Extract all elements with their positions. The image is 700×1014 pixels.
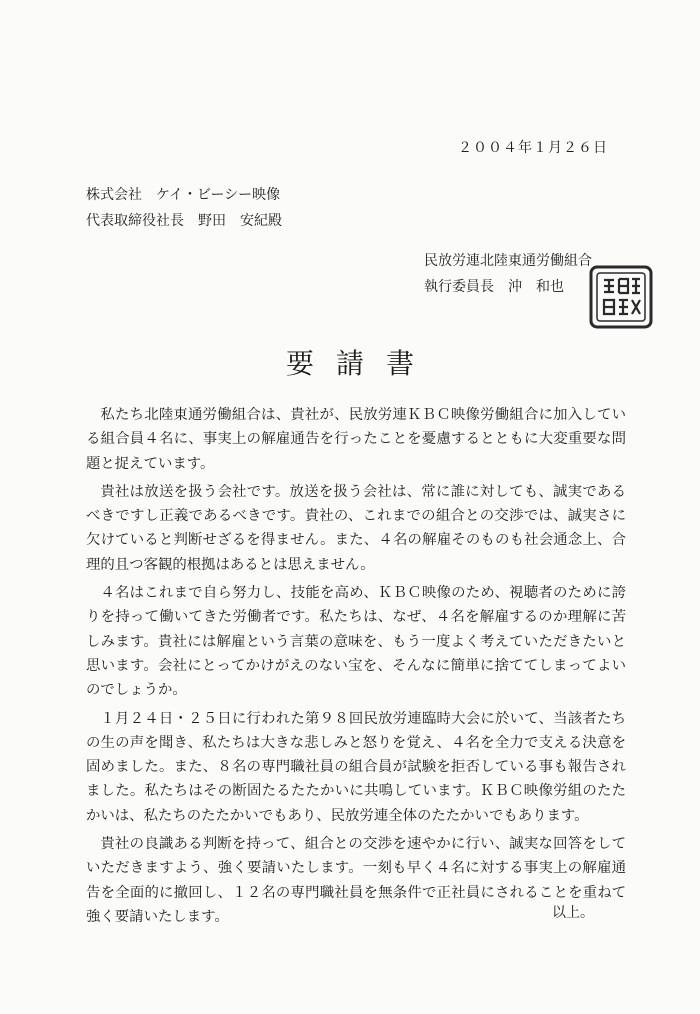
sender-union: 民放労連北陸東通労働組合	[424, 253, 592, 269]
closing-mark: 以上。	[552, 905, 594, 921]
recipient-company: 株式会社 ケイ・ビーシー映像	[86, 187, 281, 203]
paragraph: ４名はこれまで自ら努力し、技能を高め、ＫＢＣ映像のため、視聴者のために誇りを持って働いてきた労働者です。私たちは、なぜ、４名を解雇するのか理解に苦しみます。貴社には解雇という言葉の意味を、もう一度よく考えていただきたいと思います。会社にとってかけがえのない宝を、そんなに簡単に捨ててしまってよいのでしょうか。	[86, 585, 626, 699]
recipient-block	[86, 182, 282, 234]
recipient-name: 代表取締役社長 野田 安紀殿	[86, 213, 282, 229]
paragraph: 貴社は放送を扱う会社です。放送を扱う会社は、常に誰に対しても、誠実であるべきですし正義であるべきです。貴社の、これまでの組合との交渉では、誠実さに欠けていると判断せざるを得ません。また、４名の解雇そのものも社会通念上、合理的且つ客観的根拠はあるとは思えません。	[86, 483, 626, 573]
letter-body	[86, 403, 626, 933]
document-title: 要請書	[285, 347, 436, 380]
seal-stamp	[588, 264, 654, 330]
paragraph: 私たち北陸東通労働組合は、貴社が、民放労連ＫＢＣ映像労働組合に加入している組合員４名に、事実上の解雇通告を行ったことを憂慮するとともに大変重要な問題と捉えています。	[86, 407, 626, 472]
document-date: ２００４年１月２６日	[458, 140, 608, 156]
sender-name: 執行委員長 沖 和也	[424, 279, 564, 295]
paragraph: 貴社の良識ある判断を持って、組合との交渉を速やかに行い、誠実な回答をしていただきますよう、強く要請いたします。一刻も早く４名に対する事実上の解雇通告を全面的に撤回し、１２名の専門職社員を無条件で正社員にされることを重ねて強く要請いたします。	[86, 836, 626, 925]
paragraph: １月２４日・２５日に行われた第９８回民放労連臨時大会に於いて、当該者たちの生の声を聞き、私たちは大きな悲しみと怒りを覚え、４名を全力で支える決意を固めました。また、８名の専門職社員の組合員が試験を拒否している事も報告されました。私たちはその断固たるたたかいに共鳴しています。ＫＢＣ映像労組のたたかいは、私たちのたたかいでもあり、民放労連全体のたたかいでもあります。	[86, 710, 626, 824]
sender-block	[424, 248, 592, 300]
